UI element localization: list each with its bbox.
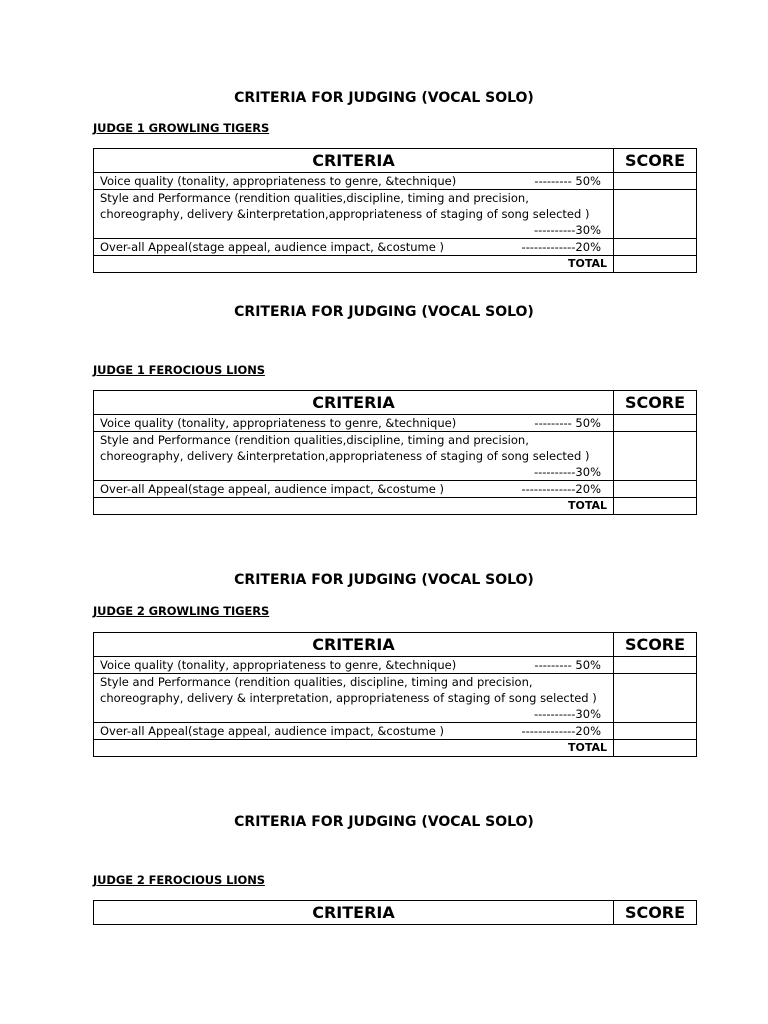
row-style-performance: [94, 190, 614, 239]
row-overall-appeal: [94, 723, 614, 740]
header-criteria: CRITERIA: [94, 633, 614, 657]
row-overall-appeal: [94, 239, 614, 256]
row-style-line1: Style and Performance (rendition qualities,discipline, timing and precision,: [100, 433, 529, 447]
section-2-judge: JUDGE 1 FEROCIOUS LIONS: [93, 363, 265, 377]
score-cell[interactable]: [614, 674, 697, 723]
row-voice-quality: [94, 415, 614, 432]
row-overall-pct: -------------20%: [521, 724, 601, 738]
total-score-cell[interactable]: [614, 498, 697, 515]
row-voice-quality-pct: --------- 50%: [534, 416, 601, 430]
row-voice-quality-label: Voice quality (tonality, appropriateness to genre, &technique): [100, 658, 457, 672]
header-criteria: CRITERIA: [94, 149, 614, 173]
row-overall-label: Over-all Appeal(stage appeal, audience impact, &costume ): [100, 240, 444, 254]
total-score-cell[interactable]: [614, 256, 697, 273]
row-style-line1: Style and Performance (rendition qualities, discipline, timing and precision,: [100, 675, 533, 689]
row-voice-quality-label: Voice quality (tonality, appropriateness to genre, &technique): [100, 416, 457, 430]
row-style-performance: [94, 432, 614, 481]
row-style-performance: [94, 674, 614, 723]
section-4-judge: JUDGE 2 FEROCIOUS LIONS: [93, 873, 265, 887]
header-score: SCORE: [614, 633, 697, 657]
row-voice-quality-label: Voice quality (tonality, appropriateness to genre, &technique): [100, 174, 457, 188]
row-overall-pct: -------------20%: [521, 240, 601, 254]
row-overall-label: Over-all Appeal(stage appeal, audience impact, &costume ): [100, 482, 444, 496]
section-4-title: CRITERIA FOR JUDGING (VOCAL SOLO): [234, 814, 534, 830]
score-cell[interactable]: [614, 190, 697, 239]
criteria-table-3: [93, 632, 697, 757]
section-1-judge: JUDGE 1 GROWLING TIGERS: [93, 121, 270, 135]
row-style-line1: Style and Performance (rendition qualities,discipline, timing and precision,: [100, 191, 529, 205]
score-cell[interactable]: [614, 481, 697, 498]
row-overall-label: Over-all Appeal(stage appeal, audience impact, &costume ): [100, 724, 444, 738]
row-style-line2: choreography, delivery &interpretation,appropriateness of staging of song selected ): [100, 207, 590, 221]
criteria-table-2: [93, 390, 697, 515]
section-3-title: CRITERIA FOR JUDGING (VOCAL SOLO): [234, 572, 534, 588]
section-1-title: CRITERIA FOR JUDGING (VOCAL SOLO): [234, 90, 534, 106]
total-label: TOTAL: [94, 740, 614, 757]
score-cell[interactable]: [614, 415, 697, 432]
row-style-pct: ----------30%: [533, 465, 601, 479]
criteria-table-4: [93, 900, 697, 925]
score-cell[interactable]: [614, 657, 697, 674]
score-cell[interactable]: [614, 239, 697, 256]
score-cell[interactable]: [614, 432, 697, 481]
section-3-judge: JUDGE 2 GROWLING TIGERS: [93, 604, 270, 618]
header-score: SCORE: [614, 901, 697, 925]
row-voice-quality-pct: --------- 50%: [534, 658, 601, 672]
criteria-table-1: [93, 148, 697, 273]
row-style-pct: ----------30%: [533, 707, 601, 721]
section-2-title: CRITERIA FOR JUDGING (VOCAL SOLO): [234, 304, 534, 320]
row-voice-quality-pct: --------- 50%: [534, 174, 601, 188]
row-voice-quality: [94, 657, 614, 674]
total-score-cell[interactable]: [614, 740, 697, 757]
row-style-pct: ----------30%: [533, 223, 601, 237]
row-voice-quality: [94, 173, 614, 190]
total-label: TOTAL: [94, 256, 614, 273]
score-cell[interactable]: [614, 173, 697, 190]
header-criteria: CRITERIA: [94, 901, 614, 925]
total-label: TOTAL: [94, 498, 614, 515]
score-cell[interactable]: [614, 723, 697, 740]
row-overall-pct: -------------20%: [521, 482, 601, 496]
header-criteria: CRITERIA: [94, 391, 614, 415]
row-overall-appeal: [94, 481, 614, 498]
header-score: SCORE: [614, 391, 697, 415]
row-style-line2: choreography, delivery &interpretation,appropriateness of staging of song selected ): [100, 449, 590, 463]
row-style-line2: choreography, delivery & interpretation, appropriateness of staging of song selected ): [100, 691, 597, 705]
header-score: SCORE: [614, 149, 697, 173]
